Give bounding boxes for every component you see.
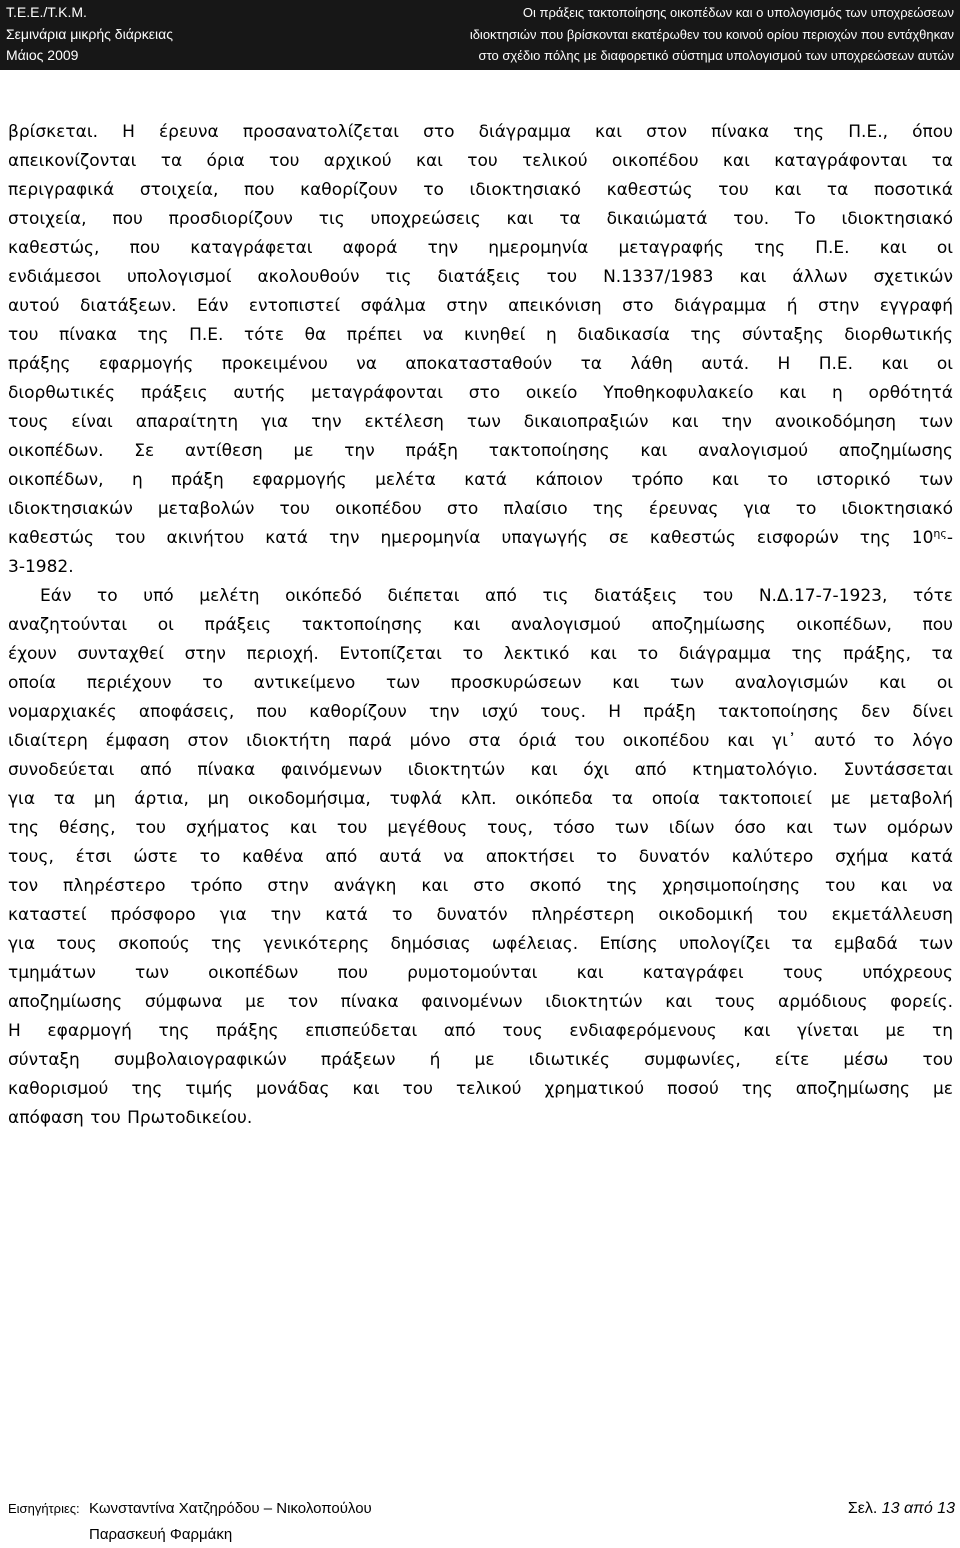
text-line: για τους σκοπούς της γενικότερης δημόσιας ωφέλειας. Επίσης υπολογίζει τα εμβαδά των bbox=[8, 934, 953, 954]
page-header bbox=[0, 0, 960, 70]
text-line: οικοπέδων. Σε αντίθεση με την πράξη τακτοποίησης και αναλογισμού αποζημίωσης bbox=[8, 441, 953, 461]
text-line: της θέσης, του σχήματος και του μεγέθους τους, τόσο των ιδίων όσο και των ομόρων bbox=[8, 818, 953, 838]
page-number bbox=[848, 1496, 955, 1522]
text-fragment: καθεστώς του ακινήτου κατά την ημερομηνία υπαγωγής σε καθεστώς εισφορών της 10 bbox=[8, 528, 934, 548]
text-line: στοιχεία, που προσδιορίζουν τις υποχρεώσεις και τα δικαιώματά του. Το ιδιοκτησιακό bbox=[8, 209, 953, 229]
footer-author: Παρασκευή Φαρμάκη bbox=[89, 1526, 233, 1543]
text-line: αυτού διατάξεων. Εάν εντοπιστεί σφάλμα στην απεικόνιση στο διάγραμμα ή στην εγγραφή bbox=[8, 296, 953, 316]
footer-author: Κωνσταντίνα Χατζηρόδου – Νικολοπούλου bbox=[89, 1500, 372, 1517]
text-line: Η εφαρμογή της πράξης επισπεύδεται από τους ενδιαφερόμενους και γίνεται με τη bbox=[8, 1021, 953, 1041]
header-left bbox=[6, 2, 173, 67]
text-line: αναζητούνται οι πράξεις τακτοποίησης και αναλογισμού αποζημίωσης οικοπέδων, που bbox=[8, 615, 953, 635]
text-line-with-superscript bbox=[8, 524, 953, 553]
header-title-line-2: ιδιοκτησιών που βρίσκονται εκατέρωθεν του κοινού ορίου περιοχών που εντάχθηκαν bbox=[469, 26, 954, 42]
text-line: καθεστώς, που καταγράφεται αφορά την ημερομηνία μεταγραφής της Π.Ε. και οι bbox=[8, 238, 953, 258]
document-body bbox=[8, 118, 953, 1133]
text-line: τους, έτσι ώστε το καθένα από αυτά να αποκτήσει το δυνατόν καλύτερο σχήμα κατά bbox=[8, 847, 953, 867]
text-line: 3-1982. bbox=[8, 557, 74, 577]
superscript-ordinal: ης bbox=[933, 527, 947, 540]
text-line: σύνταξη συμβολαιογραφικών πράξεων ή με ιδιωτικές συμφωνίες, είτε μέσω του bbox=[8, 1050, 953, 1070]
text-line: συνοδεύεται από πίνακα φαινόμενων ιδιοκτητών και όχι από κτηματολόγιο. Συντάσσεται bbox=[8, 760, 953, 780]
header-right bbox=[470, 2, 954, 67]
text-line-indented: Εάν το υπό μελέτη οικόπεδό διέπεται από τις διατάξεις του Ν.Δ.17-7-1923, τότε bbox=[40, 586, 953, 606]
text-fragment: - bbox=[946, 528, 953, 548]
header-organization: Τ.Ε.Ε./Τ.Κ.Μ. bbox=[6, 4, 87, 20]
paragraph-1 bbox=[8, 118, 953, 582]
text-line: πράξης εφαρμογής προκειμένου να αποκατασταθούν τα λάθη αυτά. Η Π.Ε. και οι bbox=[8, 354, 953, 374]
text-line: τμημάτων των οικοπέδων που ρυμοτομούνται και καταγράφει τους υπόχρεους bbox=[8, 963, 953, 983]
header-title-line-3: στο σχέδιο πόλης με διαφορετικό σύστημα υπολογισμού των υποχρεώσεων αυτών bbox=[478, 48, 954, 63]
text-line: ενδιάμεσοι υπολογισμοί ακολουθούν τις διατάξεις του Ν.1337/1983 και άλλων σχετικών bbox=[8, 267, 953, 287]
page-separator: από bbox=[904, 1500, 933, 1517]
text-line: διορθωτικές πράξεις αυτής μεταγράφονται στο οικείο Υποθηκοφυλακείο και η ορθότητά bbox=[8, 383, 953, 403]
footer-authors-label: Εισηγήτριες: bbox=[8, 1501, 80, 1516]
text-line: καταστεί πρόσφορο για την κατά το δυνατόν πληρέστερη οικοδομική του εκμετάλλευση bbox=[8, 905, 953, 925]
paragraph-2 bbox=[8, 582, 953, 1133]
text-line: έχουν συνταχθεί στην περιοχή. Εντοπίζεται το λεκτικό και το διάγραμμα της πράξης, τα bbox=[8, 644, 953, 664]
text-line: περιγραφικά στοιχεία, που καθορίζουν το ιδιοκτησιακό καθεστώς του και τα ποσοτικά bbox=[8, 180, 953, 200]
text-line: βρίσκεται. Η έρευνα προσανατολίζεται στο διάγραμμα και στον πίνακα της Π.Ε., όπου bbox=[8, 122, 953, 142]
text-line: απεικονίζονται τα όρια του αρχικού και του τελικού οικοπέδου και καταγράφονται τα bbox=[8, 151, 953, 171]
header-series: Σεμινάρια μικρής διάρκειας bbox=[6, 25, 173, 42]
text-line: ιδιαίτερη έμφαση στον ιδιοκτήτη παρά μόνο στα όριά του οικοπέδου και γι᾽ αυτό το λόγο bbox=[8, 731, 953, 751]
page-prefix: Σελ. bbox=[847, 1500, 878, 1517]
text-line: του πίνακα της Π.Ε. τότε θα πρέπει να κινηθεί η διαδικασία της σύνταξης διορθωτικής bbox=[8, 325, 953, 345]
text-line: απόφαση του Πρωτοδικείου. bbox=[8, 1108, 253, 1128]
text-line: οικοπέδων, η πράξη εφαρμογής μελέτα κατά κάποιον τρόπο και το ιστορικό των bbox=[8, 470, 953, 490]
text-line: για τα μη άρτια, μη οικοδομήσιμα, τυφλά κλπ. οικόπεδα τα οποία τακτοποιεί με μεταβολή bbox=[8, 789, 953, 809]
header-title-line-1: Οι πράξεις τακτοποίησης οικοπέδων και ο υπολογισμός των υποχρεώσεων bbox=[522, 5, 954, 20]
text-line: αποζημίωσης σύμφωνα με τον πίνακα φαινομένων ιδιοκτητών και τους αρμόδιους φορείς. bbox=[8, 992, 953, 1012]
text-line: τον πληρέστερο τρόπο στην ανάγκη και στο σκοπό της χρησιμοποίησης του και να bbox=[8, 876, 953, 896]
text-line: καθορισμού της τιμής μονάδας και του τελικού χρηματικού ποσού της αποζημίωσης με bbox=[8, 1079, 953, 1099]
footer-authors bbox=[89, 1496, 372, 1548]
header-date: Μάιος 2009 bbox=[6, 47, 79, 63]
page-total: 13 bbox=[937, 1500, 955, 1517]
page-footer bbox=[8, 1496, 955, 1543]
text-line: ιδιοκτησιακών μεταβολών του οικοπέδου στο πλαίσιο της έρευνας για το ιδιοκτησιακό bbox=[8, 499, 953, 519]
text-line: οποία περιέχουν το αντικείμενο των προσκυρώσεων και των αναλογισμών και οι bbox=[8, 673, 953, 693]
text-line: νομαρχιακές αποφάσεις, που καθορίζουν την ισχύ τους. Η πράξη τακτοποίησης δεν δίνει bbox=[8, 702, 953, 722]
text-line: τους είναι απαραίτητη για την εκτέλεση των δικαιοπραξιών και την ανοικοδόμηση των bbox=[8, 412, 953, 432]
page-current: 13 bbox=[881, 1500, 900, 1517]
